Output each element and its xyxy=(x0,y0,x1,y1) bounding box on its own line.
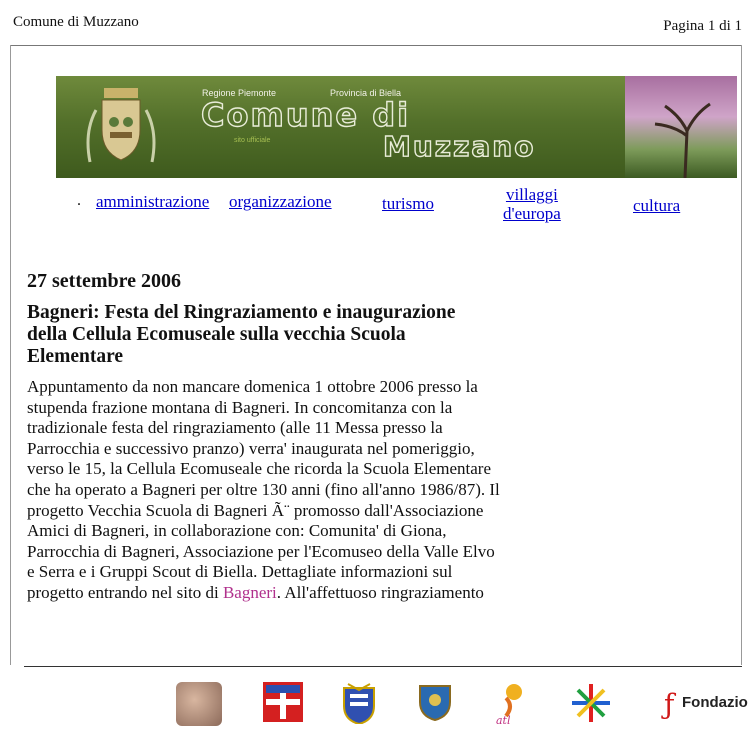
site-banner xyxy=(56,76,737,178)
banner-title-line2: Muzzano xyxy=(383,130,536,163)
region-label: Regione Piemonte xyxy=(202,88,277,98)
banner-title-line1: Comune di xyxy=(201,96,411,134)
atl-logo-icon[interactable] xyxy=(494,682,530,726)
page-number: Pagina 1 di 1 xyxy=(663,18,742,34)
article-title: Bagneri: Festa del Ringraziamento e inaugurazione della Cellula Ecomuseale sulla vecchia Scuola Elementare xyxy=(27,302,456,367)
fondazione-symbol: ƒ xyxy=(664,688,675,721)
nav-organizzazione[interactable]: organizzazione xyxy=(229,192,332,211)
fondazione-logo-icon[interactable] xyxy=(664,688,750,724)
province-label: Provincia di Biella xyxy=(330,88,402,98)
bagneri-link[interactable]: Bagneri xyxy=(222,582,277,602)
coat-of-arms-logo-icon[interactable] xyxy=(176,682,222,726)
site-name: Comune di Muzzano xyxy=(13,14,139,30)
footer-divider xyxy=(24,666,742,667)
nav-bullet: . xyxy=(77,192,81,209)
frame-border-top xyxy=(10,45,742,46)
coat-of-arms-icon xyxy=(80,82,162,174)
regione-piemonte-logo-icon[interactable] xyxy=(263,682,303,722)
shield-logo-icon[interactable] xyxy=(418,682,452,722)
nav-amministrazione[interactable]: amministrazione xyxy=(96,192,210,211)
tree-icon xyxy=(625,76,737,178)
banner-subtitle: sito ufficiale xyxy=(234,137,271,144)
article-text-end: . All'affettuoso ringraziamento xyxy=(276,582,484,602)
article-date: 27 settembre 2006 xyxy=(27,270,182,292)
provincia-biella-logo-icon[interactable] xyxy=(342,682,376,724)
blossom-tree-photo xyxy=(625,76,737,178)
nav-villaggi-line1: villaggi xyxy=(505,185,558,204)
colorful-star-logo-icon[interactable] xyxy=(566,682,616,724)
article-text: Appuntamento da non mancare domenica 1 ottobre 2006 presso la stupenda frazione montana di Bagneri. In concomitanza con la tradizionale festa del ringraziamento (alle 11 Messa presso la Parrocchia e successivo pranzo) verra' inaugurata nel pomeriggio, verso le 15, la Cellula Ecomuseale che ricorda la Scuola Elementare che ha operato a Bagneri per oltre 130 anni (fino all'anno 1986/87). Il progetto Vecchia Scuola di Bagneri Ã¨ promosso dall'Associazione Amici di Bagneri, in collaborazione con: Comunita' di Giona, Parrocchia di Bagneri, Associazione per l'Ecomuseo della Valle Elvo e Serra e i Gruppi Scout di Biella. Dettagliate informazioni sul progetto entrando nel sito di xyxy=(27,377,500,602)
article-body xyxy=(27,377,502,604)
frame-border-right xyxy=(741,45,742,665)
nav-villaggi-deuropa[interactable] xyxy=(503,185,561,223)
fondazione-logo-text: Fondazio xyxy=(682,694,748,711)
nav-turismo[interactable]: turismo xyxy=(382,194,434,213)
nav-villaggi-line2: d'europa xyxy=(503,204,561,223)
atl-logo-text: atl xyxy=(496,714,511,726)
frame-border-left xyxy=(10,45,11,665)
nav-cultura[interactable]: cultura xyxy=(633,196,681,215)
